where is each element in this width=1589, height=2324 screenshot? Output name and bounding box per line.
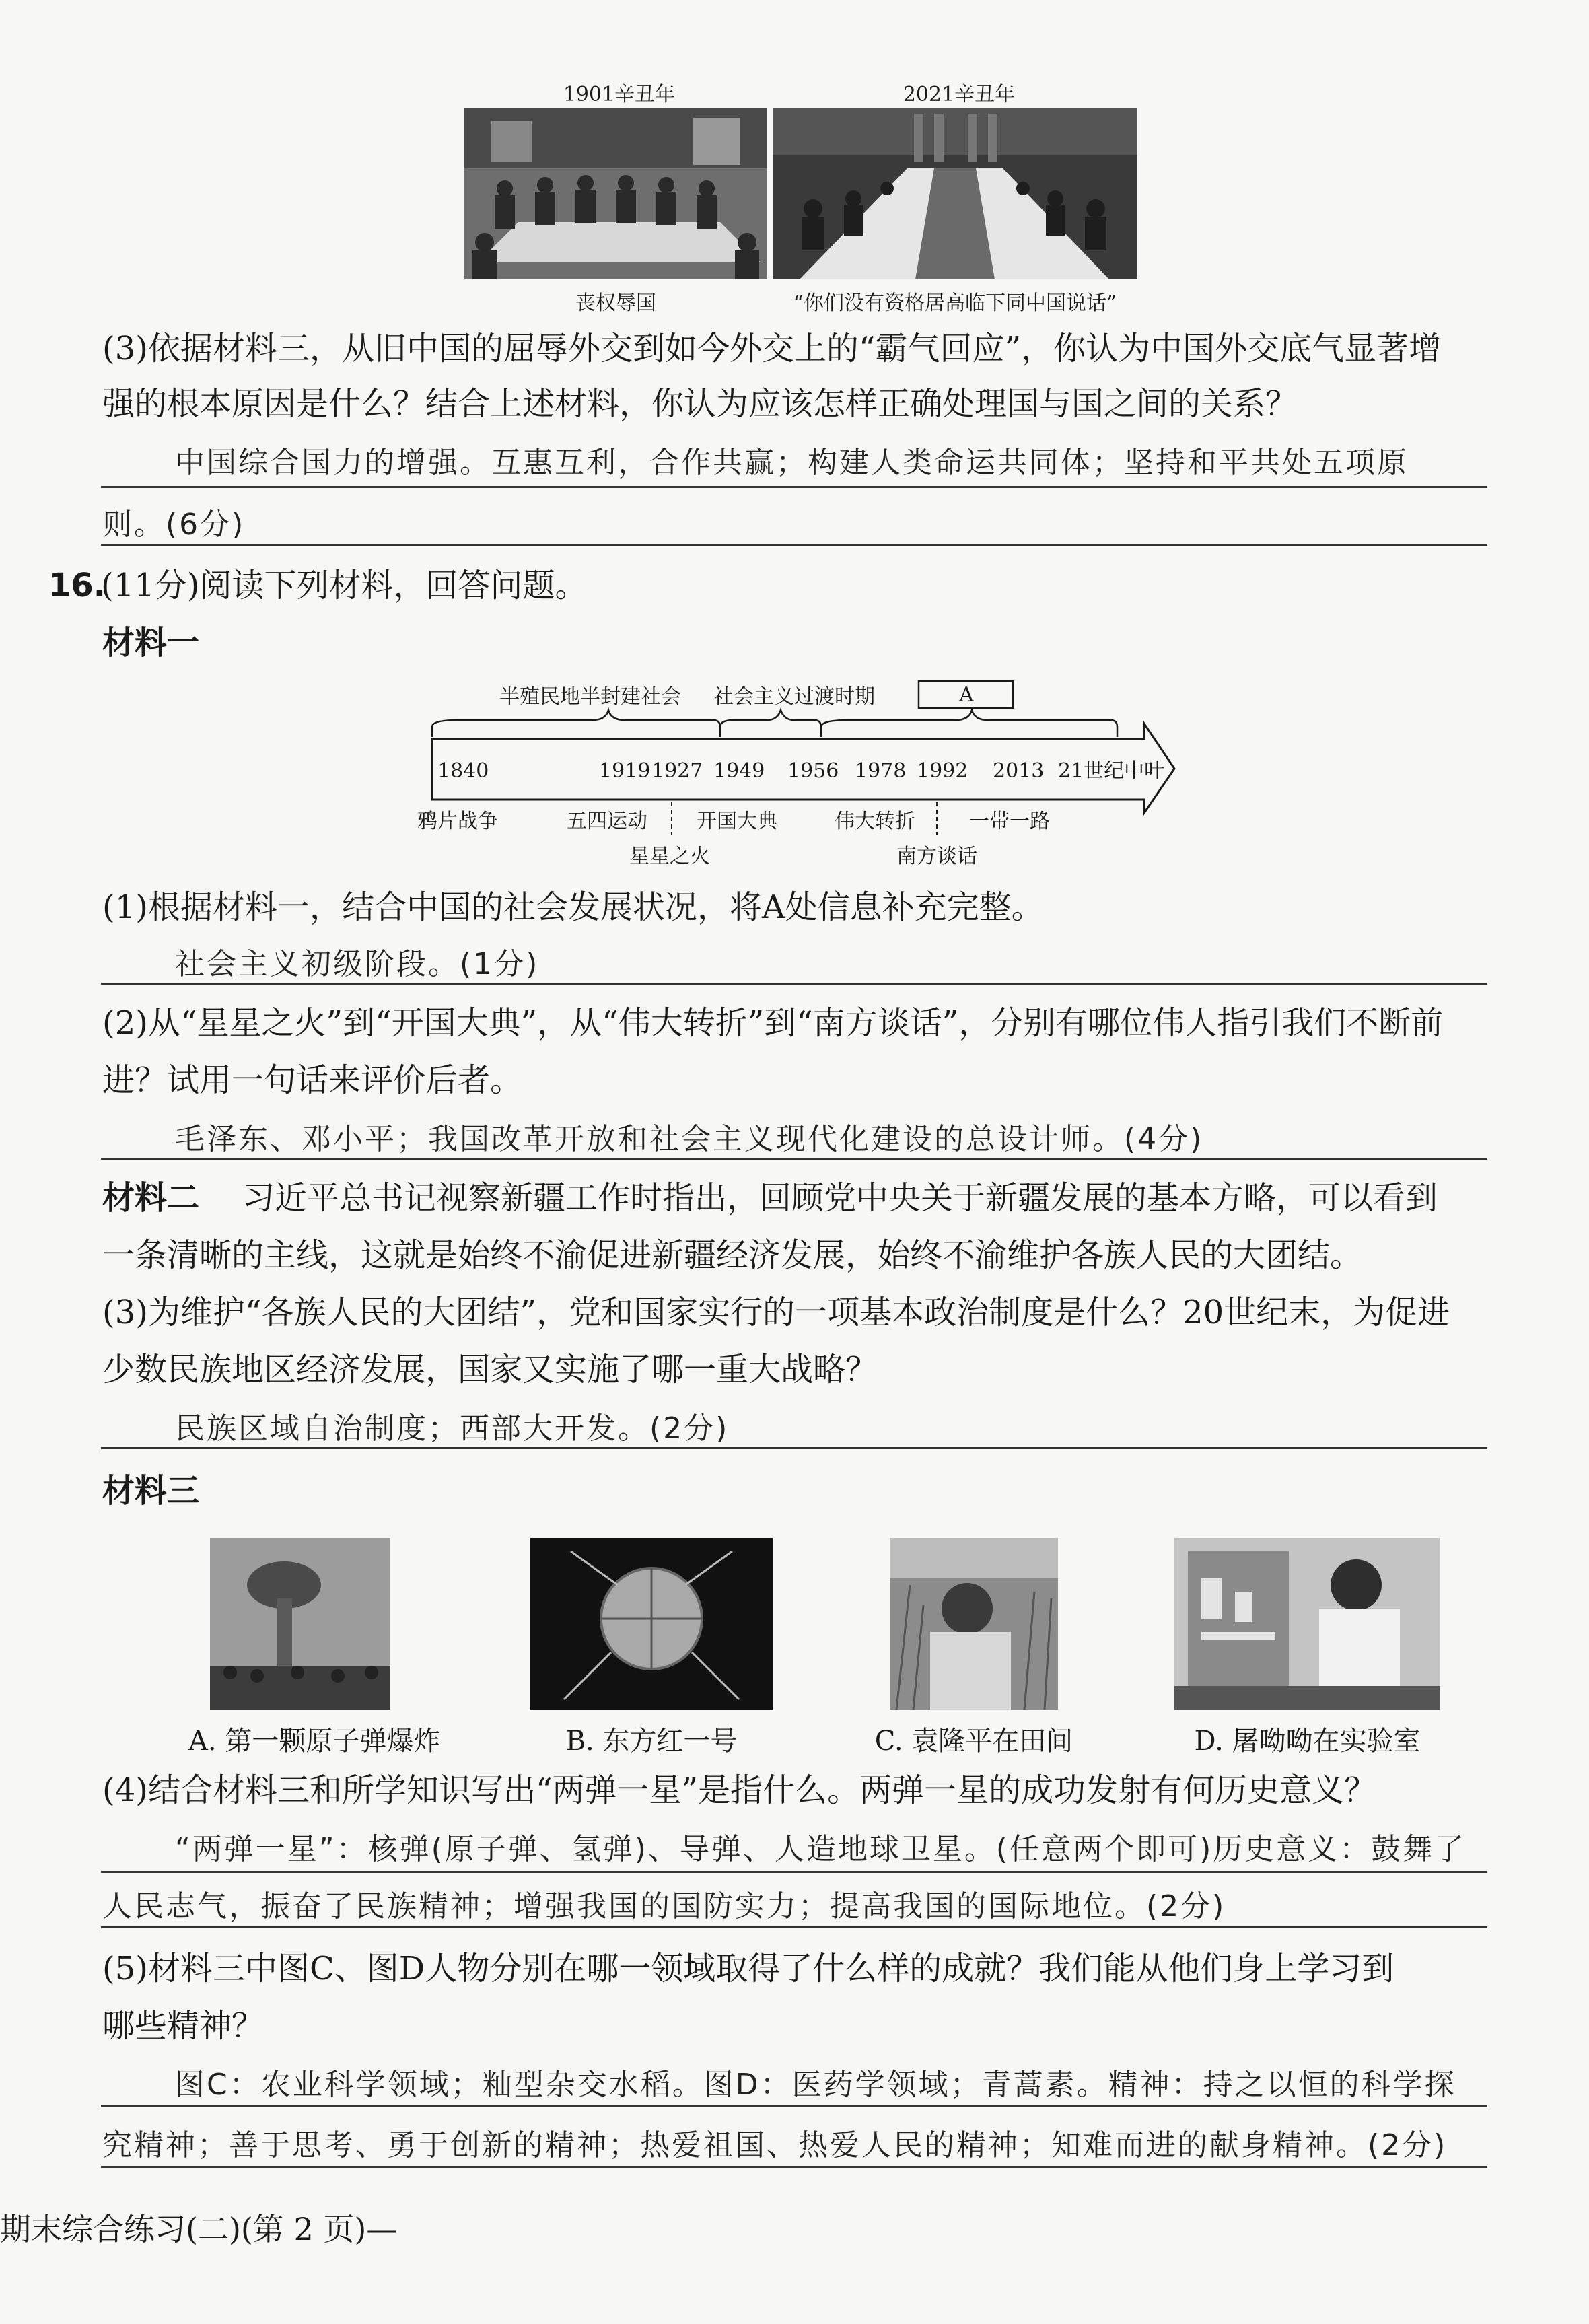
- photo-yuan-longping-field: [890, 1538, 1058, 1710]
- page-footer: 期末综合练习(二)(第 2 页)—: [0, 2211, 398, 2247]
- photo-2021-dialogue: [773, 108, 1137, 279]
- q16-1-answer: 社会主义初级阶段。(1分): [175, 947, 540, 981]
- year-1927: 1927: [651, 759, 703, 783]
- photo-1901-negotiation: [464, 108, 767, 279]
- answer-rule: [101, 2166, 1487, 2168]
- photo-1901-caption: 丧权辱国: [575, 291, 656, 315]
- photo-2021-year-label: 2021辛丑年: [903, 83, 1016, 106]
- material3-label: 材料三: [102, 1472, 200, 1510]
- answer-rule: [101, 1871, 1487, 1873]
- q16-4-answer-line2: 人民志气，振奋了民族精神；增强我国的国防实力；提高我国的国际地位。(2分): [102, 1889, 1226, 1924]
- answer-rule: [101, 983, 1487, 985]
- answer-rule: [101, 1926, 1487, 1928]
- event-belt-and-road: 一带一路: [969, 810, 1050, 833]
- event-southern-tour: 南方谈话: [896, 845, 977, 868]
- photo-2021-caption: “你们没有资格居高临下同中国说话”: [793, 291, 1117, 315]
- material2-line1: 习近平总书记视察新疆工作时指出，回顾党中央关于新疆发展的基本方略，可以看到: [242, 1179, 1438, 1217]
- answer-rule: [101, 544, 1487, 546]
- q16-2-question-line2: 进？试用一句话来评价后者。: [102, 1061, 523, 1099]
- material2-label: 材料二: [102, 1179, 200, 1217]
- photo-tu-youyou-lab: [1174, 1538, 1440, 1710]
- photo-atomic-bomb: [210, 1538, 390, 1710]
- answer-rule: [101, 486, 1487, 488]
- q16-intro: (11分)阅读下列材料，回答问题。: [101, 567, 588, 604]
- photo-1901-year-label: 1901辛丑年: [563, 83, 676, 106]
- answer-rule: [101, 1158, 1487, 1160]
- material1-label: 材料一: [102, 624, 200, 662]
- answer-rule: [101, 1447, 1487, 1449]
- q16-5-question-line2: 哪些精神？: [102, 2007, 264, 2045]
- q15-3-question-line1: (3)依据材料三，从旧中国的屈辱外交到如今外交上的“霸气回应”，你认为中国外交底气显著增: [102, 330, 1442, 367]
- photo-c-caption: C. 袁隆平在田间: [874, 1726, 1073, 1757]
- q15-3-answer-line1: 中国综合国力的增强。互惠互利，合作共赢；构建人类命运共同体；坚持和平共处五项原: [175, 446, 1409, 480]
- period-brace-transition: [720, 710, 821, 737]
- q16-5-question-line1: (5)材料三中图C、图D人物分别在哪一领域取得了什么样的成就？我们能从他们身上学习到: [102, 1950, 1394, 1987]
- period-brace-semi-colonial: [432, 710, 720, 737]
- event-great-turn: 伟大转折: [835, 810, 915, 833]
- year-1840: 1840: [437, 759, 489, 783]
- event-may-fourth: 五四运动: [567, 810, 647, 833]
- q16-3-question-line2: 少数民族地区经济发展，国家又实施了哪一重大战略？: [102, 1351, 878, 1388]
- year-1956: 1956: [787, 759, 839, 783]
- photo-d-caption: D. 屠呦呦在实验室: [1194, 1726, 1421, 1757]
- year-1978: 1978: [855, 759, 907, 783]
- year-1949: 1949: [713, 759, 765, 783]
- q15-3-answer-line2: 则。(6分): [102, 507, 246, 542]
- answer-rule: [101, 2105, 1487, 2107]
- history-timeline: [417, 673, 1185, 875]
- period-label-transition: 社会主义过渡时期: [713, 685, 875, 709]
- photo-dongfanghong-satellite: [530, 1538, 773, 1710]
- period-brace-a: [821, 710, 1117, 737]
- event-spark: 星星之火: [629, 845, 710, 868]
- question-number: 16.: [48, 567, 106, 604]
- q16-5-answer-line1: 图C：农业科学领域；籼型杂交水稻。图D：医药学领域；青蒿素。精神：持之以恒的科学探: [175, 2068, 1456, 2102]
- blank-box-a-label: A: [959, 683, 974, 707]
- event-opium-war: 鸦片战争: [417, 810, 498, 833]
- q16-4-question: (4)结合材料三和所学知识写出“两弹一星”是指什么。两弹一星的成功发射有何历史意义？: [102, 1771, 1377, 1809]
- photo-a-caption: A. 第一颗原子弹爆炸: [188, 1726, 441, 1757]
- q16-4-answer-line1: “两弹一星”：核弹(原子弹、氢弹)、导弹、人造地球卫星。(任意两个即可)历史意义：鼓舞了: [175, 1832, 1467, 1866]
- q16-2-answer: 毛泽东、邓小平；我国改革开放和社会主义现代化建设的总设计师。(4分): [175, 1122, 1204, 1156]
- event-founding-ceremony: 开国大典: [697, 810, 777, 833]
- year-1992: 1992: [917, 759, 968, 783]
- material2-line2: 一条清晰的主线，这就是始终不渝促进新疆经济发展，始终不渝维护各族人民的大团结。: [102, 1236, 1363, 1274]
- q16-5-answer-line2: 究精神；善于思考、勇于创新的精神；热爱祖国、热爱人民的精神；知难而进的献身精神。(2分): [102, 2128, 1448, 2162]
- year-2013: 2013: [993, 759, 1045, 783]
- q16-3-answer: 民族区域自治制度；西部大开发。(2分): [175, 1411, 730, 1446]
- photo-b-caption: B. 东方红一号: [565, 1726, 738, 1757]
- q15-3-question-line2: 强的根本原因是什么？结合上述材料，你认为应该怎样正确处理国与国之间的关系？: [102, 385, 1298, 423]
- period-label-semi-colonial: 半殖民地半封建社会: [499, 685, 681, 709]
- q16-2-question-line1: (2)从“星星之火”到“开国大典”，从“伟大转折”到“南方谈话”，分别有哪位伟人指引我们不断前: [102, 1004, 1444, 1042]
- q16-3-question-line1: (3)为维护“各族人民的大团结”，党和国家实行的一项基本政治制度是什么？20世纪末，为促进: [102, 1294, 1450, 1331]
- year-21st-century-mid: 21世纪中叶: [1058, 759, 1165, 783]
- year-1919: 1919: [599, 759, 651, 783]
- q16-1-question: (1)根据材料一，结合中国的社会发展状况，将A处信息补充完整。: [102, 888, 1044, 926]
